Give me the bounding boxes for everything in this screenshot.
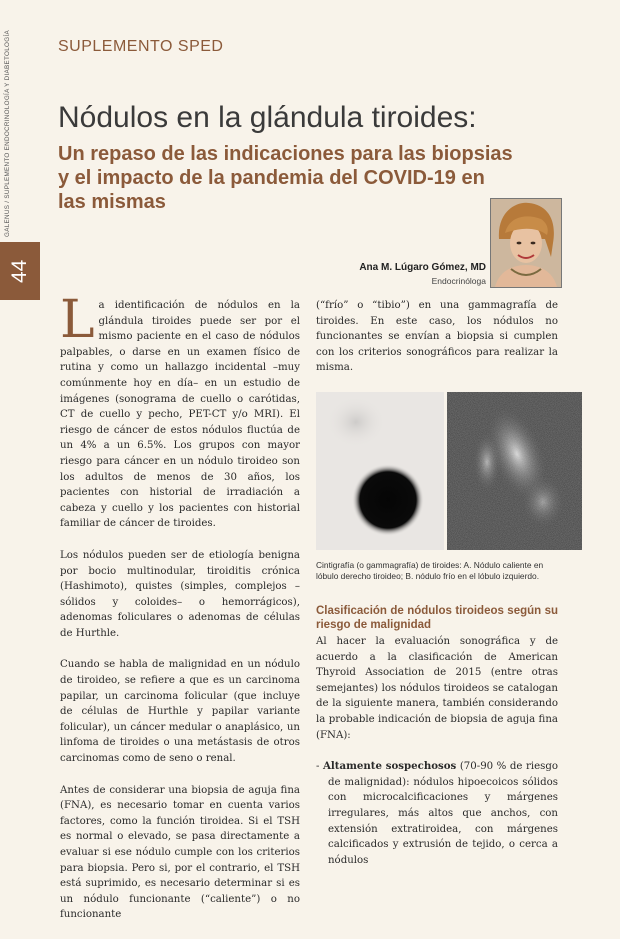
bullet-text: (70-90 % de riesgo de malignidad): nódulos hipoecoicos sólidos con microcalcificaciones y márgenes irregulares, más altos que anchos, con extensión extratiroidea, con márgenes calcificados y extrusión de tejido, o cerca a nódulos: [328, 761, 558, 866]
paragraph-malignancy: Cuando se habla de malignidad en un nódulo de tiroideo, se refiere a que es un carcinoma papilar, un carcinoma folicular (que incluye de células de Hurthle y papilar variante folicular), un cáncer medular o anaplásico, un linfoma de tiroides o una metástasis de otros carcinomas como de seno o renal.: [60, 659, 300, 765]
paragraph-intro-text: a identificación de nódulos en la glándula tiroides puede ser por el mismo paciente en el caso de nódulos palpables, o darse en un examen físico de rutina y como un hallazgo incidental –muy comúnmente hoy en día– en un estudio de imágenes (sonograma de cuello o carótidas, CT de cuello y pecho, PET-CT y/o MRI). El riesgo de cáncer de estos nódulos fluctúa de un 4% a un 6.5%. Los grupos con mayor riesgo para cáncer en un nódulo tiroideo son los adultos de menos de 30 años, los pacientes con historial de irradiación a cabeza y cuello y los pacientes con historial familiar de cáncer de tiroides.: [60, 300, 300, 530]
thyroid-scan-figure: [316, 392, 582, 550]
author-portrait: [490, 198, 562, 288]
article-subtitle: Un repaso de las indicaciones para las biopsias y el impacto de la pandemia del COVID-19 en las mismas: [58, 143, 513, 213]
drop-cap: L: [60, 290, 95, 350]
sidebar: [0, 0, 40, 802]
author-role: Endocrinóloga: [431, 276, 486, 286]
article-title: Nódulos en la glándula tiroides:: [58, 101, 477, 134]
paragraph-classification: Al hacer la evaluación sonográfica y de acuerdo a la clasificación de American Thyroid Association de 2015 (entre otras semejantes) los nódulos tiroideos se catalogan de la siguiente manera, también considerando la probable indicación de biopsia de aguja fina (FNA):: [316, 635, 558, 741]
bullet-term: Altamente sospechosos: [322, 760, 457, 773]
running-header: GALENUS / SUPLEMENTO ENDOCRINOLOGÍA Y DIABETOLOGÍA: [4, 30, 11, 237]
author-name: Ana M. Lúgaro Gómez, MD: [359, 262, 486, 273]
paragraph-benign: Los nódulos pueden ser de etiología benigna por bocio multinodular, tiroiditis crónica (Hashimoto), quistes (simples, complejos –sólidos y coloides– o hemorrágicos), adenomas foliculares o adenomas de células de Hurthle.: [60, 549, 300, 639]
section-heading: Clasificación de nódulos tiroideos según su riesgo de malignidad: [316, 604, 558, 631]
section-label: SUPLEMENTO SPED: [58, 38, 224, 55]
page-number: 44: [8, 259, 31, 283]
paragraph-fna: Antes de considerar una biopsia de aguja fina (FNA), es necesario tomar en cuenta varios factores, como la función tiroidea. Si el TSH es normal o elevado, se pasa directamente a evaluar si ese nódulo cumple con los criterios para biopsia. Pero si, por el contrario, el TSH está suprimido, es necesario determinar si es un nódulo funcionante (“caliente”) o no funcionante: [60, 784, 300, 921]
bullet-dash: -: [316, 761, 320, 773]
right-column: [316, 298, 558, 884]
figure-caption: Cintigrafía (o gammagrafía) de tiroides: A. Nódulo caliente en lóbulo derecho tiroideo; B. nódulo frío en el lóbulo izquierdo.: [316, 559, 544, 581]
scan-hot-nodule: [316, 392, 444, 550]
page-number-tab: [0, 242, 40, 300]
paragraph-gammagraphy: (“frío” o “tibio”) en una gammagrafía de tiroides. En este caso, los nódulos no funcionantes se envían a biopsia si cumplen con los criterios sonográficos para realizar la misma.: [316, 300, 558, 374]
author-photo: [491, 199, 561, 287]
scan-cold-nodule: [447, 392, 582, 550]
author-block: [359, 262, 486, 286]
paragraph-intro: [60, 290, 300, 532]
left-column: [60, 290, 300, 939]
list-item: [316, 759, 558, 868]
